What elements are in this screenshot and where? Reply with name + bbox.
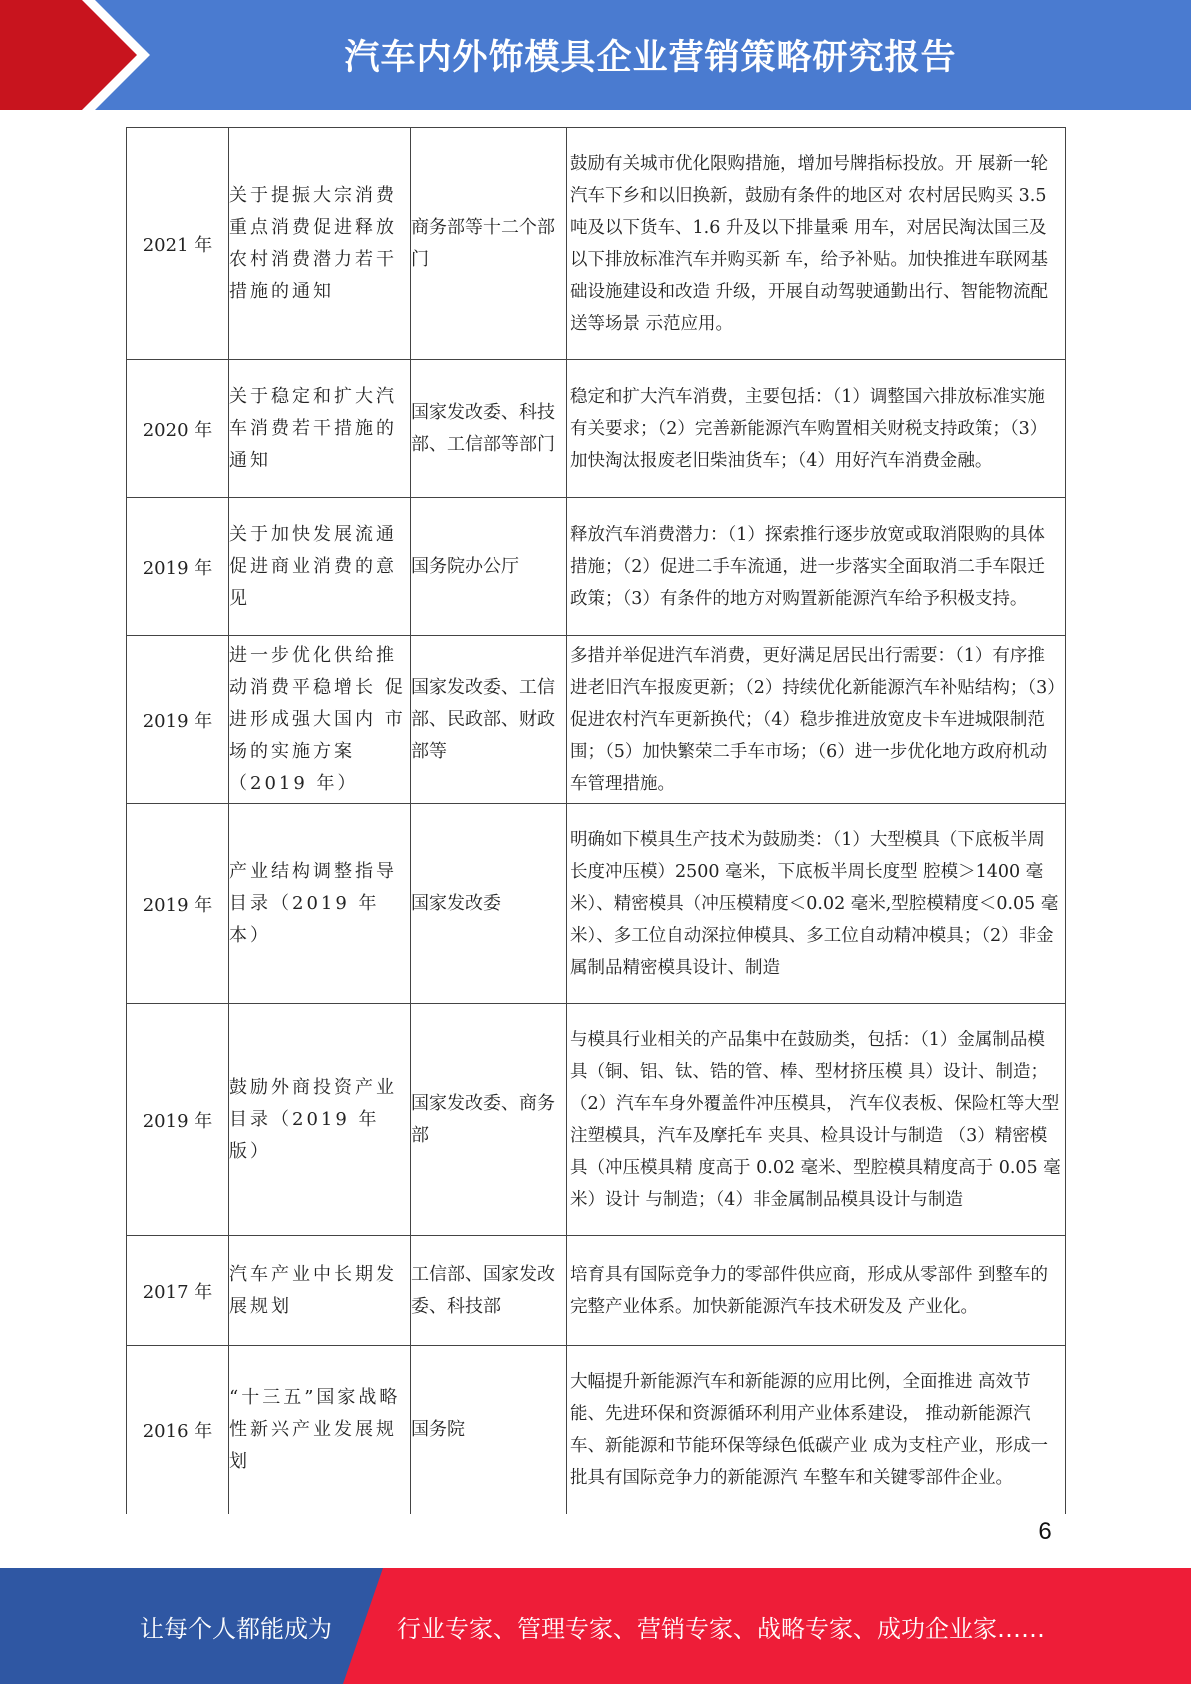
header-chevron-decoration xyxy=(0,0,160,110)
policy-name-cell: 产业结构调整指导目录（2019 年本） xyxy=(229,804,411,1004)
policy-content-cell: 释放汽车消费潜力：（1）探索推行逐步放宽或取消限购的具体措施；（2）促进二手车流通，进一步落实全面取消二手车限迁政策；（3）有条件的地方对购置新能源汽车给予积极支持。 xyxy=(567,498,1066,636)
policy-name-cell: 进一步优化供给推动消费平稳增长 促进形成强大国内 市场的实施方案（2019 年） xyxy=(229,636,411,804)
table-row xyxy=(127,1236,1066,1346)
footer-slogan-right: 行业专家、管理专家、营销专家、战略专家、成功企业家…… xyxy=(397,1614,1045,1643)
department-cell: 国家发改委、科技部、工信部等部门 xyxy=(411,360,567,498)
policy-content-cell: 培育具有国际竞争力的零部件供应商，形成从零部件 到整车的完整产业体系。加快新能源汽车技术研发及 产业化。 xyxy=(567,1236,1066,1346)
policy-name-cell: 汽车产业中长期发展规划 xyxy=(229,1236,411,1346)
year-cell: 2019 年 xyxy=(127,498,229,636)
policy-content-cell: 大幅提升新能源汽车和新能源的应用比例，全面推进 高效节能、先进环保和资源循环利用产业体系建设， 推动新能源汽车、新能源和节能环保等绿色低碳产业 成为支柱产业，形成一批具有国际竞争力的新能源汽 车整车和关键零部件企业。 xyxy=(567,1346,1066,1514)
department-cell: 国家发改委、工信部、民政部、财政部等 xyxy=(411,636,567,804)
year-cell: 2020 年 xyxy=(127,360,229,498)
department-cell: 国务院 xyxy=(411,1346,567,1514)
table-row xyxy=(127,1346,1066,1514)
policy-content-cell: 稳定和扩大汽车消费，主要包括：（1）调整国六排放标准实施有关要求；（2）完善新能源汽车购置相关财税支持政策；（3）加快淘汰报废老旧柴油货车；（4）用好汽车消费金融。 xyxy=(567,360,1066,498)
policy-name-cell: 关于提振大宗消费重点消费促进释放农村消费潜力若干措施的通知 xyxy=(229,128,411,360)
table-row xyxy=(127,360,1066,498)
year-cell: 2019 年 xyxy=(127,636,229,804)
policy-name-cell: 鼓励外商投资产业目录（2019 年版） xyxy=(229,1004,411,1236)
table-row xyxy=(127,498,1066,636)
page-header xyxy=(0,0,1191,110)
year-cell: 2021 年 xyxy=(127,128,229,360)
table-row xyxy=(127,128,1066,360)
policy-content-cell: 与模具行业相关的产品集中在鼓励类，包括：（1）金属制品模具（铜、铝、钛、锆的管、棒、型材挤压模 具）设计、制造；（2）汽车车身外覆盖件冲压模具， 汽车仪表板、保险杠等大型注塑模具，汽车及摩托车 夹具、检具设计与制造 （3）精密模具（冲压模具精 度高于 0.02 毫米、型腔模具精度高于 0.05 毫米）设计 与制造；（4）非金属制品模具设计与制造 xyxy=(567,1004,1066,1236)
department-cell: 国家发改委 xyxy=(411,804,567,1004)
footer-slogan-left: 让每个人都能成为 xyxy=(140,1614,332,1643)
policy-table xyxy=(126,127,1066,1514)
year-cell: 2016 年 xyxy=(127,1346,229,1514)
report-title: 汽车内外饰模具企业营销策略研究报告 xyxy=(344,38,957,78)
year-cell: 2019 年 xyxy=(127,804,229,1004)
year-cell: 2017 年 xyxy=(127,1236,229,1346)
policy-content-cell: 明确如下模具生产技术为鼓励类：（1）大型模具（下底板半周长度冲压模）2500 毫米，下底板半周长度型 腔模＞1400 毫米）、精密模具（冲压模精度＜0.02 毫米,型腔模精度＜0.05 毫米）、多工位自动深拉伸模具、多工位自动精冲模具；（2）非金属制品精密模具设计、制造 xyxy=(567,804,1066,1004)
policy-name-cell: “十三五”国家战略性新兴产业发展规划 xyxy=(229,1346,411,1514)
table-row xyxy=(127,636,1066,804)
department-cell: 国务院办公厅 xyxy=(411,498,567,636)
policy-content-cell: 鼓励有关城市优化限购措施，增加号牌指标投放。开 展新一轮汽车下乡和以旧换新，鼓励有条件的地区对 农村居民购买 3.5 吨及以下货车、1.6 升及以下排量乘 用车，对居民淘汰国三及以下排放标准汽车并购买新 车，给予补贴。加快推进车联网基础设施建设和改造 升级，开展自动驾驶通勤出行、智能物流配送等场景 示范应用。 xyxy=(567,128,1066,360)
year-cell: 2019 年 xyxy=(127,1004,229,1236)
department-cell: 工信部、国家发改委、科技部 xyxy=(411,1236,567,1346)
policy-content-cell: 多措并举促进汽车消费，更好满足居民出行需要：（1）有序推进老旧汽车报废更新；（2）持续优化新能源汽车补贴结构；（3）促进农村汽车更新换代；（4）稳步推进放宽皮卡车进城限制范围；（5）加快繁荣二手车市场；（6）进一步优化地方政府机动车管理措施。 xyxy=(567,636,1066,804)
table-row xyxy=(127,804,1066,1004)
page-number: 6 xyxy=(1038,1518,1052,1545)
page-footer xyxy=(0,1568,1191,1684)
department-cell: 国家发改委、商务部 xyxy=(411,1004,567,1236)
policy-name-cell: 关于稳定和扩大汽车消费若干措施的通知 xyxy=(229,360,411,498)
policy-name-cell: 关于加快发展流通促进商业消费的意见 xyxy=(229,498,411,636)
department-cell: 商务部等十二个部门 xyxy=(411,128,567,360)
table-row xyxy=(127,1004,1066,1236)
